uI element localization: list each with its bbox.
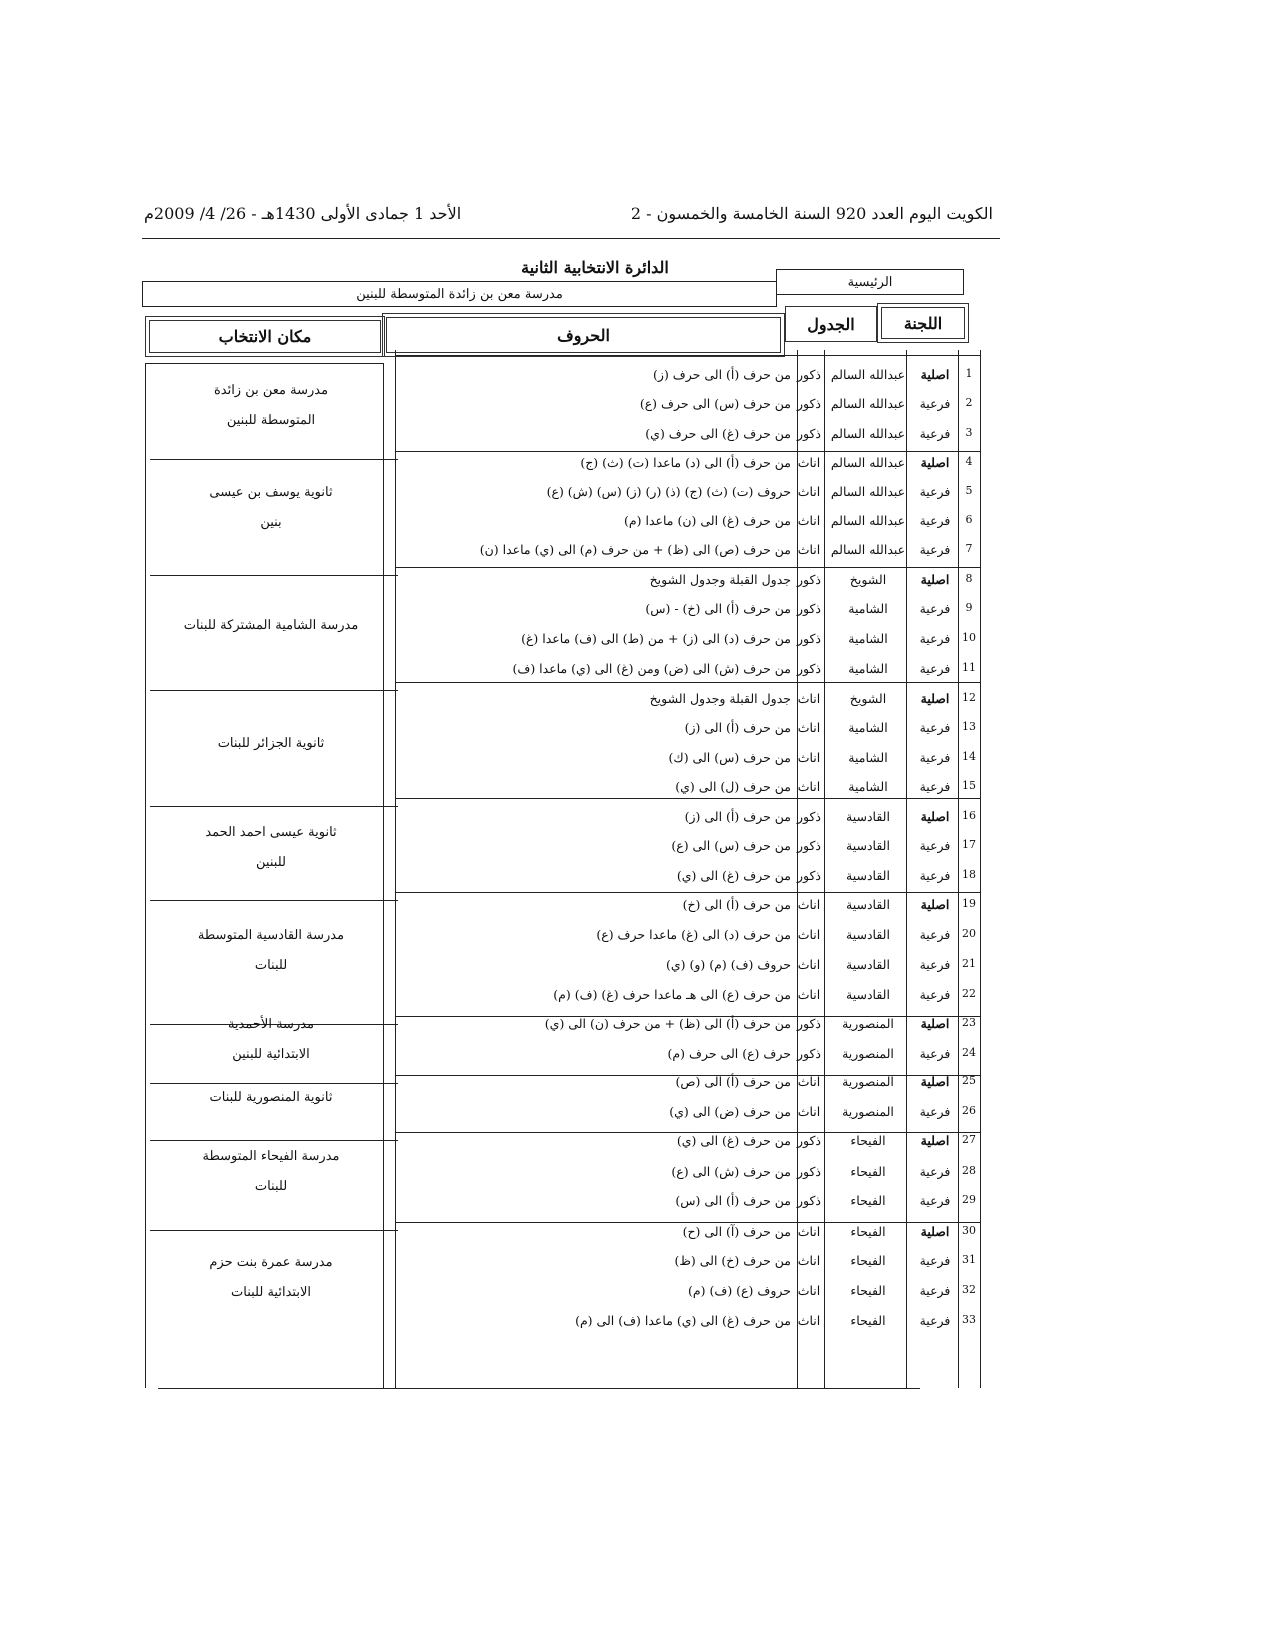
row-number: 11 (962, 661, 976, 674)
row-number: 15 (962, 779, 976, 792)
place-group-rule (150, 690, 398, 691)
row-table-name: الفيحاء (850, 1224, 886, 1239)
row-letters: حروف (ف) (م) (و) (ي) (665, 957, 791, 972)
row-number: 23 (962, 1016, 976, 1029)
polling-place-line2: للبنات (254, 1179, 288, 1194)
row-gender: ذكور (796, 631, 821, 646)
row-table-name: الفيحاء (850, 1164, 886, 1179)
row-letters: من حرف (أ) الى (ز) (684, 809, 791, 824)
row-table-name: القادسية (846, 838, 890, 853)
row-number: 1 (965, 367, 973, 380)
row-letters: حرف (ع) الى حرف (م) (667, 1046, 791, 1061)
row-number: 18 (962, 868, 976, 881)
row-gender: ذكور (796, 868, 821, 883)
column-header-letters: الحروف (382, 313, 785, 357)
polling-place-line1: ثانوية عيسى احمد الحمد (205, 824, 337, 840)
row-gender: ذكور (796, 661, 821, 676)
row-table-name: الشويخ (849, 691, 887, 706)
row-letters: من حرف (آ) الى (ح) (682, 1224, 791, 1239)
row-committee-type: فرعية (919, 779, 951, 794)
row-gender: ذكور (796, 1016, 821, 1031)
row-committee-type: فرعية (919, 396, 951, 411)
row-table-name: الشامية (848, 750, 888, 765)
polling-place-line1: مدرسة معن بن زائدة (213, 382, 329, 398)
row-table-name: عبدالله السالم (830, 484, 906, 499)
row-table-name: القادسية (846, 809, 890, 824)
row-number: 32 (962, 1283, 976, 1296)
row-table-name: عبدالله السالم (830, 396, 906, 411)
row-committee-type: فرعية (919, 868, 951, 883)
polling-place (155, 376, 387, 436)
row-number: 26 (962, 1104, 976, 1117)
row-table-name: الفيحاء (850, 1133, 886, 1148)
polling-place (155, 1142, 387, 1202)
row-group-rule (395, 355, 980, 356)
row-letters: من حرف (س) الى (ع) (671, 838, 791, 853)
row-committee-type: فرعية (919, 1104, 951, 1119)
row-table-name: القادسية (846, 868, 890, 883)
row-number: 14 (962, 750, 976, 763)
row-gender: اناث (797, 691, 821, 706)
row-committee-type: فرعية (919, 1253, 951, 1268)
polling-place-line2: الابتدائية للبنين (232, 1047, 310, 1062)
row-gender: ذكور (796, 1164, 821, 1179)
row-gender: اناث (797, 957, 821, 972)
row-gender: ذكور (796, 1046, 821, 1061)
row-number: 29 (962, 1193, 976, 1206)
row-committee-type: فرعية (919, 631, 951, 646)
place-group-rule (150, 1230, 398, 1231)
row-letters: من حرف (س) الى حرف (ع) (639, 396, 791, 411)
polling-place-line2: للبنين (256, 854, 286, 870)
row-gender: اناث (797, 897, 821, 912)
row-table-name: الفيحاء (850, 1253, 886, 1268)
row-letters: من حرف (س) الى (ك) (668, 750, 791, 765)
row-committee-type: فرعية (919, 987, 951, 1002)
row-committee-type: فرعية (919, 838, 951, 853)
row-letters: من حرف (ل) الى (ي) (675, 779, 791, 794)
polling-place (155, 818, 387, 878)
row-number: 22 (962, 987, 976, 1000)
row-table-name: الشامية (848, 661, 888, 676)
row-gender: ذكور (796, 367, 821, 382)
row-letters: من حرف (أ) الى (س) (675, 1193, 791, 1208)
row-letters: من حرف (أ) الى حرف (ز) (653, 367, 791, 382)
place-group-rule (145, 363, 383, 364)
row-number: 13 (962, 720, 976, 733)
row-table-name: عبدالله السالم (830, 426, 906, 441)
place-group-rule (150, 806, 398, 807)
row-gender: اناث (797, 750, 821, 765)
main-committee-box (776, 269, 964, 295)
row-group-rule (395, 682, 980, 683)
row-table-name: الشامية (848, 720, 888, 735)
row-number: 17 (962, 838, 976, 851)
row-committee-type: اصلية (920, 1074, 950, 1089)
row-gender: اناث (797, 1313, 821, 1328)
row-table-name: الفيحاء (850, 1193, 886, 1208)
district-title: الدائرة الانتخابية الثانية (521, 258, 669, 277)
row-letters: حروف (ت) (ث) (ج) (ذ) (ر) (ز) (س) (ش) (ع) (546, 484, 791, 499)
place-group-rule (150, 1140, 398, 1141)
place-group-rule (150, 459, 398, 460)
row-number: 19 (962, 897, 976, 910)
polling-place-line1: مدرسة الفيحاء المتوسطة (202, 1149, 340, 1164)
row-number: 7 (965, 542, 973, 555)
row-number: 16 (962, 809, 976, 822)
row-group-rule (395, 1222, 980, 1223)
polling-place-line1: ثانوية المنصورية للبنات (209, 1090, 333, 1105)
row-table-name: عبدالله السالم (830, 542, 906, 557)
polling-place-line2: الابتدائية للبنات (231, 1284, 311, 1300)
row-number: 4 (965, 455, 973, 468)
row-table-name: الشامية (848, 631, 888, 646)
row-table-name: المنصورية (842, 1074, 894, 1089)
row-committee-type: فرعية (919, 1313, 951, 1328)
polling-place (155, 1010, 387, 1070)
row-number: 24 (962, 1046, 976, 1059)
gazette-date-header: الأحد 1 جمادى الأولى 1430هـ - 26/ 4/ 2009م (144, 204, 462, 223)
polling-place-line1: مدرسة القادسية المتوسطة (197, 928, 345, 943)
row-group-rule (395, 567, 980, 568)
row-gender: ذكور (796, 838, 821, 853)
row-number: 2 (965, 396, 973, 409)
row-committee-type: اصلية (920, 1224, 950, 1239)
polling-place-line1: ثانوية يوسف بن عيسى (209, 484, 333, 500)
row-table-name: المنصورية (842, 1016, 894, 1031)
row-number: 9 (965, 601, 973, 614)
row-gender: ذكور (796, 572, 821, 587)
row-gender: اناث (797, 779, 821, 794)
row-letters: من حرف (غ) الى حرف (ي) (645, 426, 791, 441)
row-gender: اناث (797, 1283, 821, 1298)
row-number: 25 (962, 1074, 976, 1087)
row-committee-type: فرعية (919, 1283, 951, 1298)
row-letters: من حرف (أ) الى (ز) (684, 720, 791, 735)
polling-place (155, 1083, 387, 1113)
row-number: 21 (962, 957, 976, 970)
row-gender: اناث (797, 484, 821, 499)
row-letters: من حرف (ض) الى (ي) (669, 1104, 791, 1119)
row-committee-type: فرعية (919, 661, 951, 676)
row-letters: من حرف (أ) الى (ظ) + من حرف (ن) الى (ي) (544, 1016, 791, 1031)
row-letters: جدول القبلة وجدول الشويخ (649, 691, 791, 706)
row-table-name: القادسية (846, 987, 890, 1002)
row-number: 33 (962, 1313, 976, 1326)
header-rule (142, 238, 1000, 239)
row-number: 31 (962, 1253, 976, 1266)
polling-place-line1: ثانوية الجزائر للبنات (217, 736, 325, 751)
row-letters: حروف (ع) (ف) (م) (688, 1283, 791, 1298)
row-letters: من حرف (غ) الى (ن) ماعدا (م) (624, 513, 791, 528)
polling-place-line2: بنين (260, 514, 282, 530)
row-table-name: عبدالله السالم (830, 367, 906, 382)
row-number: 20 (962, 927, 976, 940)
polling-place (155, 729, 387, 759)
row-gender: اناث (797, 1224, 821, 1239)
row-number: 27 (962, 1133, 976, 1146)
row-table-name: الشامية (848, 779, 888, 794)
row-committee-type: اصلية (920, 572, 950, 587)
row-gender: ذكور (796, 1193, 821, 1208)
row-committee-type: اصلية (920, 455, 950, 470)
row-group-rule (395, 798, 980, 799)
table-column-rule (980, 350, 981, 1388)
column-header-committee: اللجنة (877, 303, 969, 343)
row-letters: من حرف (ع) الى هـ ماعدا حرف (غ) (ف) (م) (553, 987, 791, 1002)
row-letters: جدول القبلة وجدول الشويخ (649, 572, 791, 587)
row-committee-type: فرعية (919, 957, 951, 972)
row-gender: اناث (797, 1074, 821, 1089)
row-letters: من حرف (أ) الى (ص) (675, 1074, 791, 1089)
row-committee-type: فرعية (919, 601, 951, 616)
row-gender: اناث (797, 1253, 821, 1268)
row-letters: من حرف (ش) الى (ع) (671, 1164, 791, 1179)
polling-place-line1: مدرسة عمرة بنت حزم (209, 1254, 333, 1270)
row-table-name: المنصورية (842, 1104, 894, 1119)
row-gender: اناث (797, 927, 821, 942)
row-gender: ذكور (796, 809, 821, 824)
row-letters: من حرف (خ) الى (ظ) (674, 1253, 791, 1268)
row-committee-type: اصلية (920, 691, 950, 706)
row-number: 12 (962, 691, 976, 704)
row-committee-type: فرعية (919, 1046, 951, 1061)
row-gender: اناث (797, 513, 821, 528)
row-number: 8 (965, 572, 973, 585)
row-table-name: عبدالله السالم (830, 455, 906, 470)
row-letters: من حرف (غ) الى (ي) ماعدا (ف) الى (م) (575, 1313, 791, 1328)
row-gender: اناث (797, 720, 821, 735)
row-committee-type: فرعية (919, 426, 951, 441)
row-committee-type: اصلية (920, 1133, 950, 1148)
row-group-rule (395, 451, 980, 452)
row-gender: اناث (797, 1104, 821, 1119)
row-table-name: عبدالله السالم (830, 513, 906, 528)
row-committee-type: فرعية (919, 513, 951, 528)
main-committee-label: الرئيسية (847, 274, 893, 290)
row-table-name: الفيحاء (850, 1313, 886, 1328)
polling-place (155, 478, 387, 538)
row-committee-type: فرعية (919, 750, 951, 765)
row-committee-type: فرعية (919, 542, 951, 557)
row-table-name: الفيحاء (850, 1283, 886, 1298)
row-committee-type: فرعية (919, 484, 951, 499)
row-gender: اناث (797, 987, 821, 1002)
row-gender: ذكور (796, 601, 821, 616)
row-group-rule (395, 892, 980, 893)
row-letters: من حرف (أ) الى (خ) (682, 897, 791, 912)
table-bottom-rule (158, 1388, 920, 1389)
polling-place-line1: مدرسة الأحمدية (227, 1017, 315, 1032)
row-letters: من حرف (ص) الى (ظ) + من حرف (م) الى (ي) ماعدا (ن) (479, 542, 791, 557)
polling-place (155, 611, 387, 641)
row-table-name: القادسية (846, 927, 890, 942)
row-gender: ذكور (796, 1133, 821, 1148)
row-committee-type: اصلية (920, 897, 950, 912)
row-number: 30 (962, 1224, 976, 1237)
row-letters: من حرف (د) الى (غ) ماعدا حرف (ع) (596, 927, 791, 942)
table-left-rule (145, 363, 146, 1388)
row-committee-type: فرعية (919, 1193, 951, 1208)
row-letters: من حرف (د) الى (ز) + من (ط) الى (ف) ماعدا (غ) (521, 631, 791, 646)
row-number: 5 (965, 484, 973, 497)
main-school-name: مدرسة معن بن زائدة المتوسطة للبنين (356, 286, 563, 302)
row-committee-type: اصلية (920, 367, 950, 382)
row-number: 6 (965, 513, 973, 526)
row-committee-type: فرعية (919, 720, 951, 735)
polling-place-line2: المتوسطة للبنين (226, 412, 316, 428)
row-gender: ذكور (796, 396, 821, 411)
row-gender: اناث (797, 455, 821, 470)
column-header-place: مكان الانتخاب (145, 316, 385, 357)
row-gender: ذكور (796, 426, 821, 441)
column-header-table: الجدول (785, 306, 877, 342)
row-table-name: القادسية (846, 957, 890, 972)
polling-place (155, 1248, 387, 1308)
row-number: 3 (965, 426, 973, 439)
row-letters: من حرف (أ) الى (خ) - (س) (645, 601, 791, 616)
gazette-issue-header: الكويت اليوم العدد 920 السنة الخامسة والخمسون - 2 (630, 204, 993, 223)
row-number: 28 (962, 1164, 976, 1177)
polling-place (155, 921, 387, 981)
polling-place-line1: مدرسة الشامية المشتركة للبنات (183, 617, 359, 633)
row-committee-type: فرعية (919, 927, 951, 942)
row-letters: من حرف (ش) الى (ض) ومن (غ) الى (ي) ماعدا (ف) (512, 661, 791, 676)
row-committee-type: فرعية (919, 1164, 951, 1179)
row-number: 10 (962, 631, 976, 644)
row-table-name: القادسية (846, 897, 890, 912)
row-table-name: الشامية (848, 601, 888, 616)
row-letters: من حرف (غ) الى (ي) (676, 868, 791, 883)
row-committee-type: اصلية (920, 1016, 950, 1031)
row-letters: من حرف (غ) الى (ي) (676, 1133, 791, 1148)
place-group-rule (150, 900, 398, 901)
table-column-rule (395, 350, 396, 1388)
row-committee-type: اصلية (920, 809, 950, 824)
main-school-box (142, 281, 777, 307)
polling-place-line2: للبنات (254, 958, 288, 973)
row-letters: من حرف (أ) الى (د) ماعدا (ت) (ث) (ج) (580, 455, 791, 470)
row-gender: اناث (797, 542, 821, 557)
row-table-name: المنصورية (842, 1046, 894, 1061)
row-table-name: الشويخ (849, 572, 887, 587)
place-group-rule (150, 575, 398, 576)
